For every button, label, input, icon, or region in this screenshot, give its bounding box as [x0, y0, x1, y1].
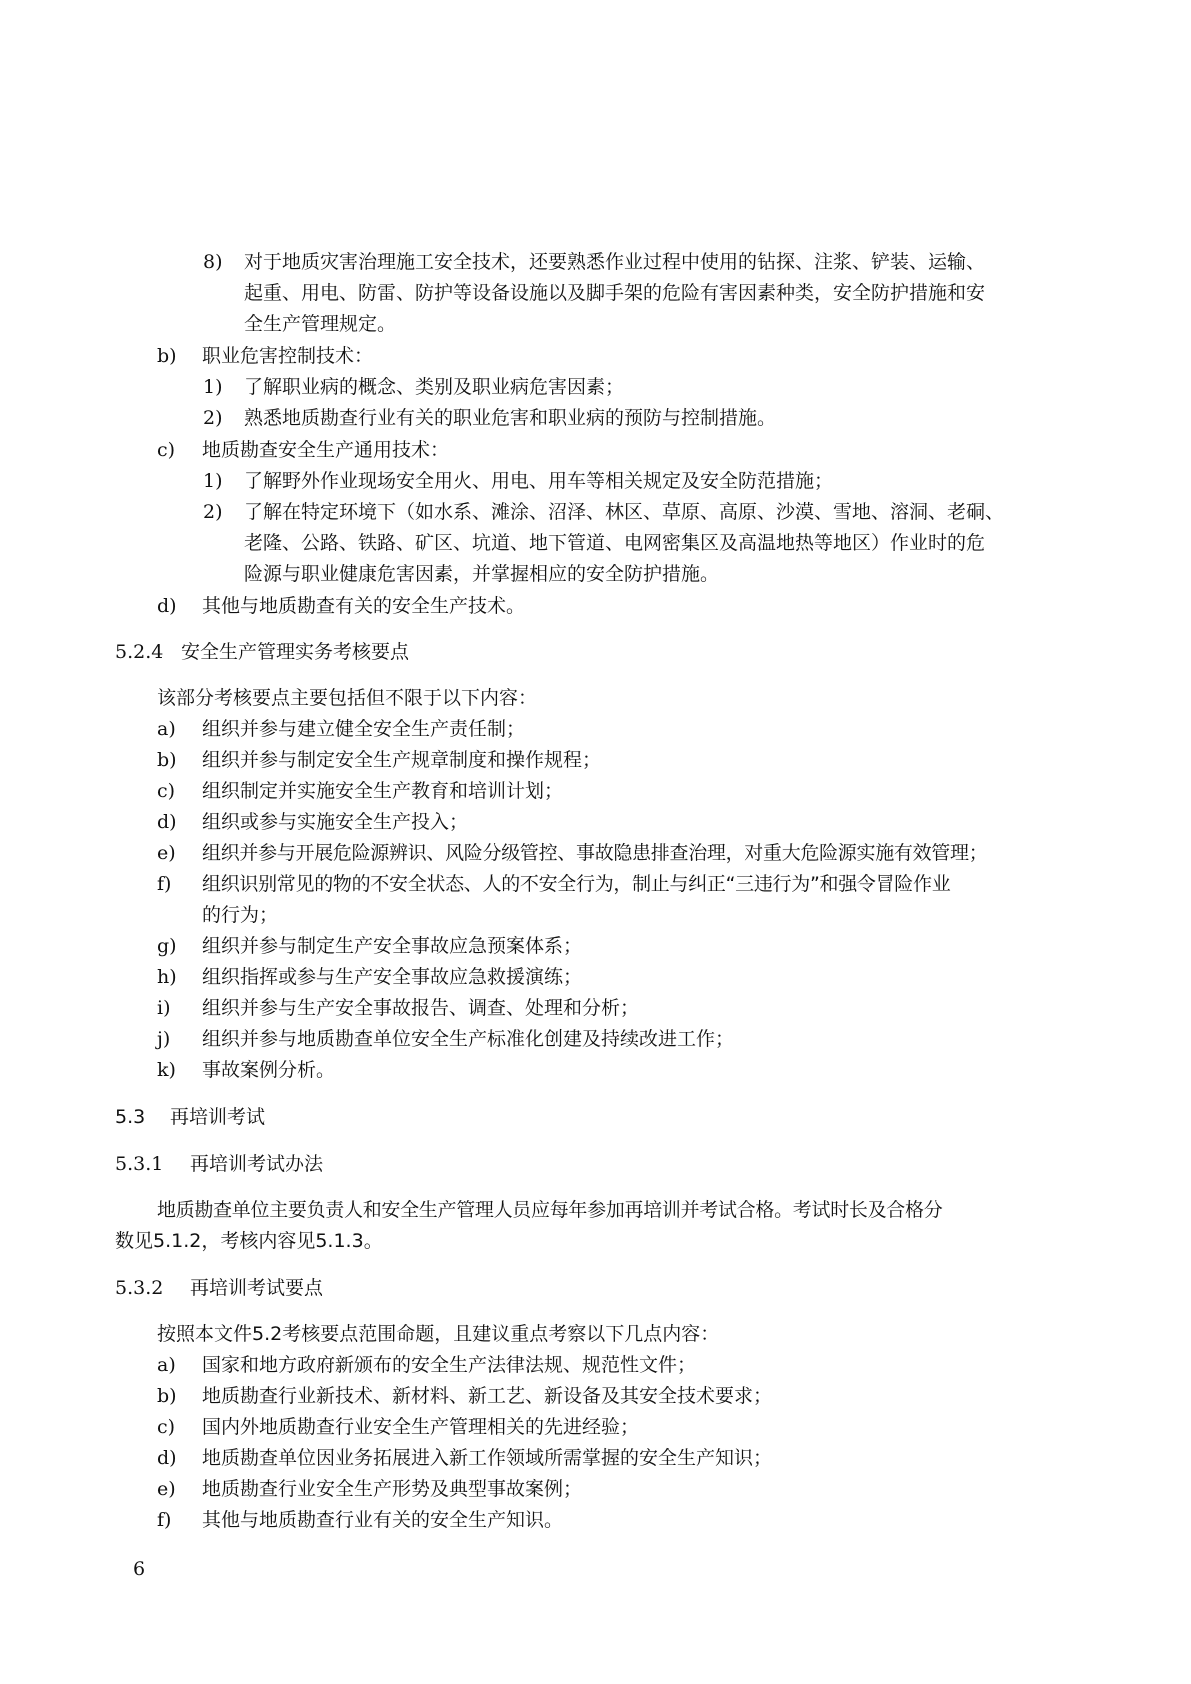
section-number: 5.3	[115, 1106, 146, 1128]
list-marker: a)	[157, 718, 176, 740]
list-item-text: 组织制定并实施安全生产教育和培训计划；	[202, 780, 564, 802]
paragraph-line: 的行为；	[202, 904, 279, 926]
paragraph-line: 险源与职业健康危害因素，并掌握相应的安全防护措施。	[244, 563, 720, 585]
list-marker: f)	[157, 1509, 172, 1531]
list-marker: e)	[157, 842, 176, 864]
paragraph-line: 地质勘查单位主要负责人和安全生产管理人员应每年参加再培训并考试合格。考试时长及合格分	[157, 1199, 943, 1221]
list-marker: 2)	[203, 501, 223, 523]
paragraph-line: 老隆、公路、铁路、矿区、坑道、地下管道、电网密集区及高温地热等地区）作业时的危	[244, 532, 986, 554]
list-item-text: 组织并参与制定生产安全事故应急预案体系；	[202, 935, 583, 957]
list-item-text: 组织并参与建立健全安全生产责任制；	[202, 718, 526, 740]
list-marker: d)	[157, 811, 177, 833]
list-marker: 1)	[203, 470, 223, 492]
list-item-text: 事故案例分析。	[202, 1059, 336, 1081]
paragraph-line: 起重、用电、防雷、防护等设备设施以及脚手架的危险有害因素种类，安全防护措施和安	[244, 282, 986, 304]
list-marker: b)	[157, 1385, 177, 1407]
section-number: 5.3.1	[115, 1153, 164, 1175]
section-title: 安全生产管理实务考核要点	[181, 641, 410, 663]
section-title: 再培训考试办法	[190, 1153, 324, 1175]
section-title: 再培训考试要点	[190, 1277, 324, 1299]
list-item-text: 组织并参与制定安全生产规章制度和操作规程；	[202, 749, 602, 771]
list-marker: d)	[157, 595, 177, 617]
list-item-text: 其他与地质勘查行业有关的安全生产知识。	[202, 1509, 564, 1531]
paragraph-line: 了解在特定环境下（如水系、滩涂、沼泽、林区、草原、高原、沙漠、雪地、溶洞、老硐、	[244, 501, 1005, 523]
list-item-text: 了解野外作业现场安全用火、用电、用车等相关规定及安全防范措施；	[244, 470, 834, 492]
list-marker: k)	[157, 1059, 176, 1081]
list-item-text: 职业危害控制技术：	[202, 345, 374, 367]
list-item-text: 地质勘查安全生产通用技术：	[202, 439, 450, 461]
list-item-text: 熟悉地质勘查行业有关的职业危害和职业病的预防与控制措施。	[244, 407, 777, 429]
list-item-text: 组织指挥或参与生产安全事故应急救援演练；	[202, 966, 583, 988]
list-marker: h)	[157, 966, 177, 988]
section-number: 5.3.2	[115, 1277, 164, 1299]
list-marker: f)	[157, 873, 172, 895]
paragraph-line: 该部分考核要点主要包括但不限于以下内容：	[157, 687, 538, 709]
page-number: 6	[133, 1558, 146, 1580]
list-marker: j)	[157, 1028, 171, 1050]
paragraph-line: 组织识别常见的物的不安全状态、人的不安全行为，制止与纠正“三违行为”和强令冒险作业	[202, 873, 951, 895]
list-item-text: 其他与地质勘查有关的安全生产技术。	[202, 595, 526, 617]
list-marker: c)	[157, 1416, 176, 1438]
list-item-text: 组织或参与实施安全生产投入；	[202, 811, 469, 833]
section-title: 再培训考试	[170, 1106, 266, 1128]
list-marker: g)	[157, 935, 177, 957]
list-item-text: 组织并参与生产安全事故报告、调查、处理和分析；	[202, 997, 640, 1019]
list-marker: a)	[157, 1354, 176, 1376]
list-marker: 1)	[203, 376, 223, 398]
paragraph-line: 按照本文件5.2考核要点范围命题，且建议重点考察以下几点内容：	[157, 1323, 720, 1345]
list-marker: e)	[157, 1478, 176, 1500]
section-number: 5.2.4	[115, 641, 164, 663]
list-marker: b)	[157, 749, 177, 771]
list-marker: b)	[157, 345, 177, 367]
list-item-text: 组织并参与地质勘查单位安全生产标准化创建及持续改进工作；	[202, 1028, 735, 1050]
list-marker: c)	[157, 780, 176, 802]
list-item-text: 国内外地质勘查行业安全生产管理相关的先进经验；	[202, 1416, 640, 1438]
paragraph-line: 全生产管理规定。	[244, 313, 397, 335]
list-item-text: 地质勘查单位因业务拓展进入新工作领域所需掌握的安全生产知识；	[202, 1447, 773, 1469]
paragraph-line: 数见5.1.2，考核内容见5.1.3。	[115, 1230, 383, 1252]
list-marker: 2)	[203, 407, 223, 429]
list-item-text: 国家和地方政府新颁布的安全生产法律法规、规范性文件；	[202, 1354, 697, 1376]
paragraph-line: 对于地质灾害治理施工安全技术，还要熟悉作业过程中使用的钻探、注浆、铲装、运输、	[244, 251, 986, 273]
list-marker: i)	[157, 997, 171, 1019]
list-item-text: 组织并参与开展危险源辨识、风险分级管控、事故隐患排查治理，对重大危险源实施有效管理；	[202, 842, 988, 864]
list-item-text: 地质勘查行业新技术、新材料、新工艺、新设备及其安全技术要求；	[202, 1385, 773, 1407]
list-item-text: 了解职业病的概念、类别及职业病危害因素；	[244, 376, 625, 398]
list-marker: c)	[157, 439, 176, 461]
list-marker: d)	[157, 1447, 177, 1469]
list-marker: 8)	[203, 251, 223, 273]
list-item-text: 地质勘查行业安全生产形势及典型事故案例；	[202, 1478, 583, 1500]
